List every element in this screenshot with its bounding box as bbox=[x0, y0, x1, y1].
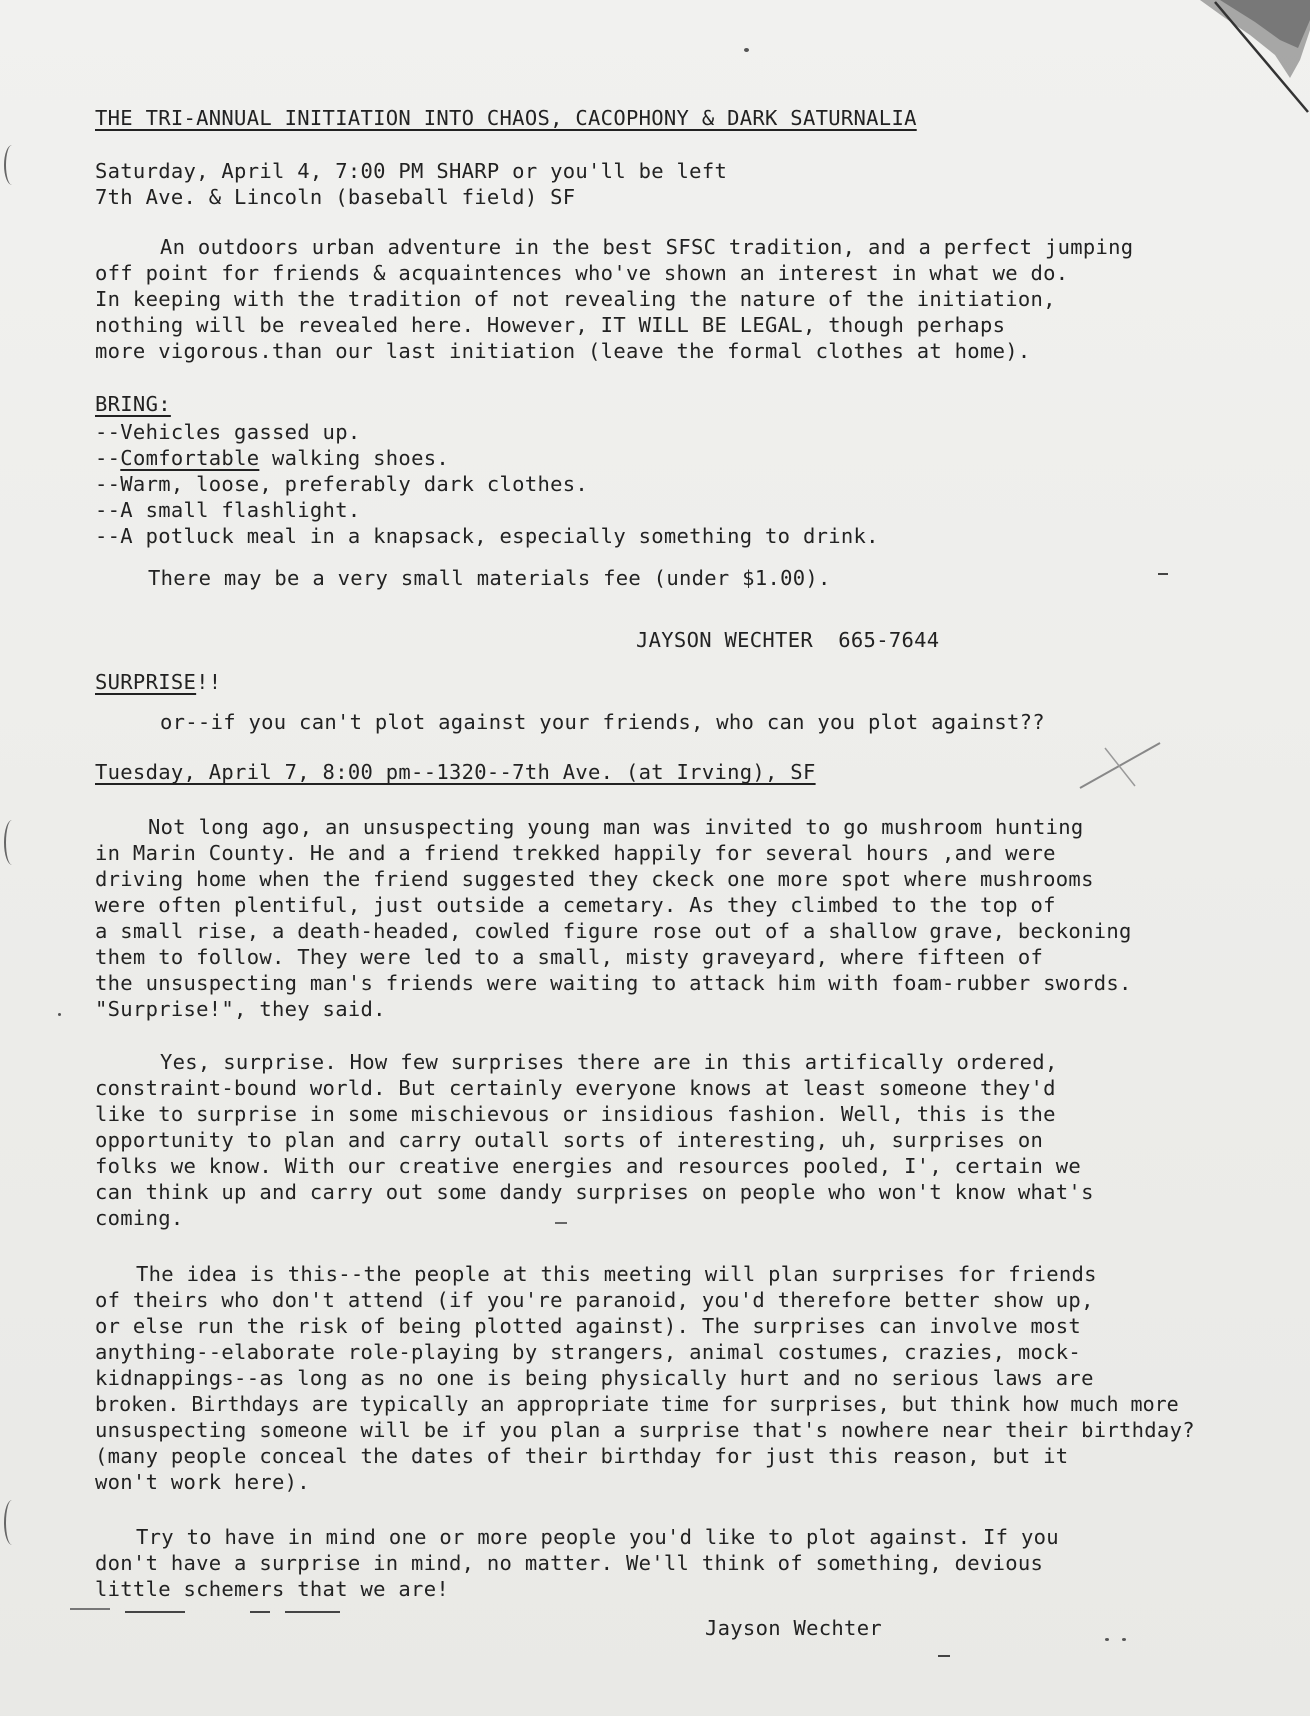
scan-edge-mark bbox=[4, 145, 20, 185]
para1-line: in Marin County. He and a friend trekked happily for several hours ,and were bbox=[95, 841, 1056, 865]
initiation-body-line: nothing will be revealed here. However, IT WILL BE LEGAL, though perhaps bbox=[95, 313, 1006, 337]
scan-speck bbox=[58, 1013, 61, 1016]
bring-item-emphasis: Comfortable bbox=[120, 446, 260, 470]
bring-item-suffix: walking shoes. bbox=[259, 446, 449, 470]
scan-speck bbox=[744, 48, 749, 52]
surprise-heading-text: SURPRISE bbox=[95, 670, 197, 694]
surprise-tagline: or--if you can't plot against your friends, who can you plot against?? bbox=[160, 710, 1045, 734]
scan-dash bbox=[555, 1222, 567, 1224]
scan-edge-mark bbox=[4, 1500, 20, 1545]
initiation-where: 7th Ave. & Lincoln (baseball field) SF bbox=[95, 185, 576, 209]
para3-line: won't work here). bbox=[95, 1470, 310, 1494]
initiation-title: THE TRI-ANNUAL INITIATION INTO CHAOS, CACOPHONY & DARK SATURNALIA bbox=[95, 106, 917, 130]
scan-dash bbox=[1158, 573, 1168, 575]
para2-line: opportunity to plan and carry outall sorts of interesting, uh, surprises on bbox=[95, 1128, 1044, 1152]
para4-line: little schemers that we are! bbox=[95, 1577, 449, 1601]
para4-line: don't have a surprise in mind, no matter. We'll think of something, devious bbox=[95, 1551, 1044, 1575]
surprise-heading-tail: !! bbox=[196, 670, 222, 694]
scan-dash bbox=[70, 1608, 110, 1610]
scan-edge-mark bbox=[4, 820, 20, 865]
para3-line: of theirs who don't attend (if you're paranoid, you'd therefore better show up, bbox=[95, 1288, 1094, 1312]
para3-line: or else run the risk of being plotted against). The surprises can involve most bbox=[95, 1314, 1082, 1338]
initiation-when: Saturday, April 4, 7:00 PM SHARP or you'll be left bbox=[95, 159, 728, 183]
bring-item: --A small flashlight. bbox=[95, 498, 361, 522]
para3-line: kidnappings--as long as no one is being physically hurt and no serious laws are bbox=[95, 1366, 1094, 1390]
surprise-when-where: Tuesday, April 7, 8:00 pm--1320--7th Ave. (at Irving), SF bbox=[95, 760, 816, 784]
para2-line: can think up and carry out some dandy surprises on people who won't know what's bbox=[95, 1180, 1094, 1204]
para2-line: coming. bbox=[95, 1206, 184, 1230]
scan-dash bbox=[938, 1655, 950, 1657]
para2-line: Yes, surprise. How few surprises there are in this artifically ordered, bbox=[160, 1050, 1058, 1074]
scan-speck bbox=[1105, 1638, 1109, 1641]
signature: Jayson Wechter bbox=[705, 1616, 882, 1640]
para1-line: them to follow. They were led to a small, misty graveyard, where fifteen of bbox=[95, 945, 1044, 969]
para1-line: were often plentiful, just outside a cemetary. As they climbed to the top of bbox=[95, 893, 1056, 917]
pencil-x-mark bbox=[1075, 738, 1165, 793]
para3-line: unsuspecting someone will be if you plan a surprise that's nowhere near their birthday? bbox=[95, 1418, 1195, 1442]
initiation-body-line: An outdoors urban adventure in the best SFSC tradition, and a perfect jumping bbox=[160, 235, 1134, 259]
para1-line: a small rise, a death-headed, cowled figure rose out of a shallow grave, beckoning bbox=[95, 919, 1132, 943]
bring-item: --A potluck meal in a knapsack, especially something to drink. bbox=[95, 524, 879, 548]
materials-fee: There may be a very small materials fee (under $1.00). bbox=[148, 566, 831, 590]
para1-line: "Surprise!", they said. bbox=[95, 997, 386, 1021]
surprise-heading bbox=[95, 670, 221, 694]
para1-line: Not long ago, an unsuspecting young man was invited to go mushroom hunting bbox=[148, 815, 1084, 839]
para3-line: broken. Birthdays are typically an appropriate time for surprises, but think how much more bbox=[95, 1392, 1179, 1416]
bring-heading: BRING: bbox=[95, 392, 171, 416]
initiation-body-line: In keeping with the tradition of not revealing the nature of the initiation, bbox=[95, 287, 1056, 311]
para2-line: folks we know. With our creative energies and resources pooled, I', certain we bbox=[95, 1154, 1082, 1178]
para2-line: constraint-bound world. But certainly everyone knows at least someone they'd bbox=[95, 1076, 1056, 1100]
initiation-body-line: more vigorous.than our last initiation (leave the formal clothes at home). bbox=[95, 339, 1031, 363]
contact-line: JAYSON WECHTER 665-7644 bbox=[636, 628, 940, 652]
para3-line: (many people conceal the dates of their birthday for just this reason, but it bbox=[95, 1444, 1069, 1468]
para1-line: the unsuspecting man's friends were waiting to attack him with foam-rubber swords. bbox=[95, 971, 1132, 995]
bring-item: --Warm, loose, preferably dark clothes. bbox=[95, 472, 589, 496]
para4-line: Try to have in mind one or more people you'd like to plot against. If you bbox=[136, 1525, 1059, 1549]
scan-dash bbox=[285, 1611, 340, 1613]
corner-smudge-mark bbox=[1180, 0, 1310, 120]
scan-dash bbox=[250, 1611, 270, 1613]
bring-item: --Vehicles gassed up. bbox=[95, 420, 361, 444]
scan-speck bbox=[1122, 1638, 1126, 1641]
scan-dash bbox=[125, 1611, 185, 1613]
para3-line: anything--elaborate role-playing by strangers, animal costumes, crazies, mock- bbox=[95, 1340, 1082, 1364]
para2-line: like to surprise in some mischievous or insidious fashion. Well, this is the bbox=[95, 1102, 1056, 1126]
bring-item-prefix: -- bbox=[95, 446, 121, 470]
para1-line: driving home when the friend suggested they ckeck one more spot where mushrooms bbox=[95, 867, 1094, 891]
bring-item bbox=[95, 446, 449, 470]
para3-line: The idea is this--the people at this meeting will plan surprises for friends bbox=[136, 1262, 1097, 1286]
initiation-body-line: off point for friends & acquaintences who've shown an interest in what we do. bbox=[95, 261, 1069, 285]
